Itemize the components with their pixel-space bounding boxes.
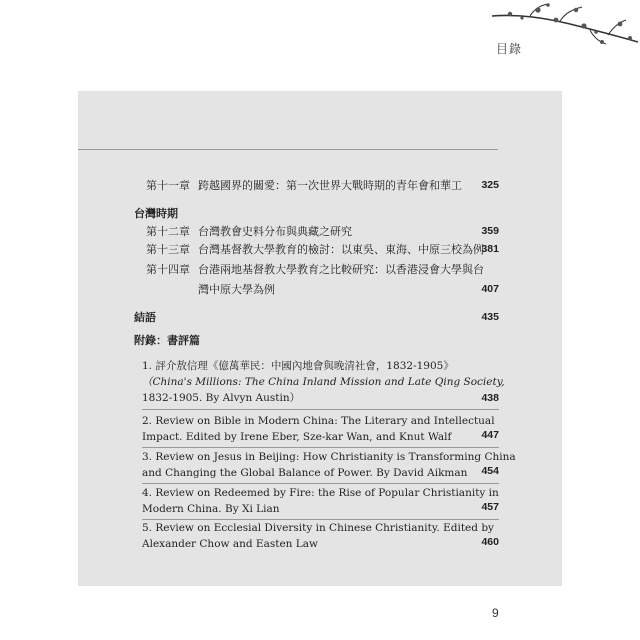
section-heading: 附錄：書評篇	[134, 334, 200, 347]
page-ref: 359	[481, 225, 499, 237]
section-heading: 台灣時期	[134, 207, 178, 220]
chapter-title-continued: 灣中原大學為例	[198, 283, 275, 296]
review-line: 1832-1905. By Alvyn Austin）	[142, 392, 301, 404]
review-line: 5. Review on Ecclesial Diversity in Chinese Christianity. Edited by	[142, 522, 494, 534]
divider	[142, 483, 499, 484]
page-ref: 438	[481, 392, 499, 404]
page-ref: 435	[481, 311, 499, 323]
chapter-number: 第十一章	[146, 179, 190, 192]
page-ref: 407	[481, 283, 499, 295]
chapter-number: 第十二章	[146, 225, 190, 238]
review-line: and Changing the Global Balance of Power. By David Aikman	[142, 467, 468, 479]
review-line: （China's Millions: The China Inland Mission and Late Qing Society,	[142, 376, 505, 388]
review-line: 4. Review on Redeemed by Fire: the Rise of Popular Christianity in	[142, 487, 499, 499]
chapter-title: 台灣基督教大學教育的檢討：以東吳、東海、中原三校為例	[198, 243, 484, 256]
review-entry	[142, 413, 502, 445]
review-line: 2. Review on Bible in Modern China: The Literary and Intellectual	[142, 415, 495, 427]
chapter-title: 台灣教會史料分布與典藏之研究	[198, 225, 352, 238]
page-ref: 454	[481, 465, 499, 477]
page-ref: 325	[481, 179, 499, 191]
page-number: 9	[492, 606, 499, 620]
review-line: 1. 評介敖信理《億萬華民：中國內地會與晚清社會，1832-1905》	[142, 360, 454, 372]
divider	[142, 409, 499, 410]
section-heading: 結語	[134, 311, 156, 324]
chapter-number: 第十四章	[146, 263, 190, 276]
review-line: 3. Review on Jesus in Beijing: How Christianity is Transforming China	[142, 451, 516, 463]
review-entry	[142, 449, 516, 481]
review-entry	[142, 485, 502, 517]
chapter-title: 台港兩地基督教大學教育之比較研究：以香港浸會大學與台	[198, 263, 484, 276]
page-ref: 381	[481, 243, 499, 255]
page-ref: 460	[481, 536, 499, 548]
chapter-number: 第十三章	[146, 243, 190, 256]
toc-panel	[78, 91, 562, 586]
review-line: Modern China. By Xi Lian	[142, 503, 280, 515]
header-title: 目錄	[495, 42, 522, 56]
divider	[142, 447, 499, 448]
chapter-title: 跨越國界的關愛：第一次世界大戰時期的青年會和華工	[198, 179, 462, 192]
review-line: Alexander Chow and Easten Law	[142, 538, 318, 550]
review-entry	[142, 358, 505, 406]
review-line: Impact. Edited by Irene Eber, Sze-kar Wan, and Knut Walf	[142, 431, 452, 443]
page-ref: 457	[481, 501, 499, 513]
page-ref: 447	[481, 429, 499, 441]
review-entry	[142, 520, 502, 552]
divider	[78, 149, 498, 150]
